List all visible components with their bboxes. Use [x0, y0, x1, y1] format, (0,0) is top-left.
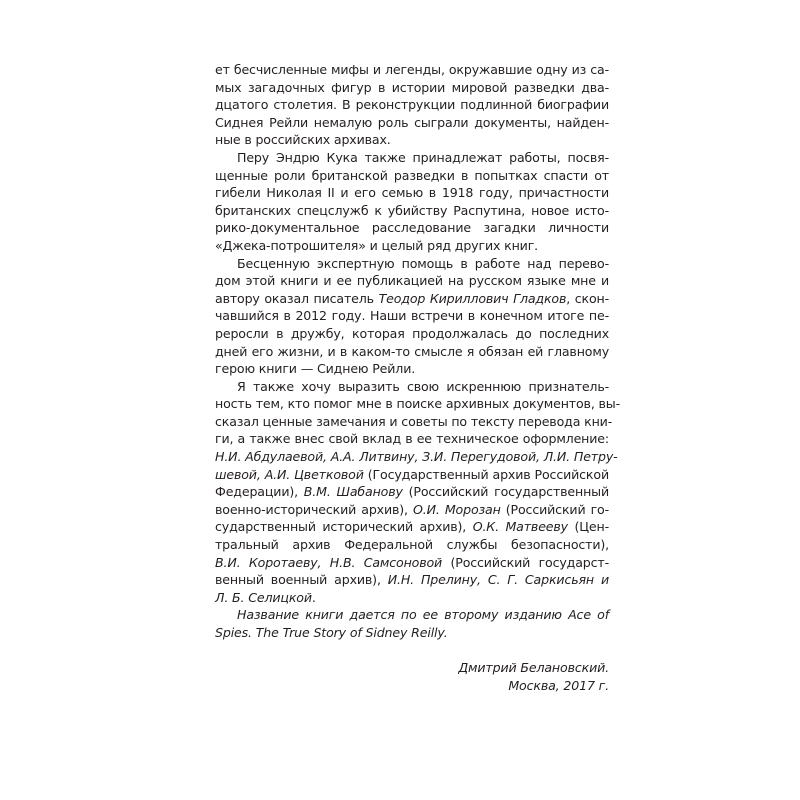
line-text: дцатого столетия. В реконструкции подлинной биографии [215, 97, 609, 113]
text-line [215, 624, 609, 642]
text-line [215, 149, 609, 167]
line-text: (Российский го- [500, 501, 609, 517]
text-line [215, 518, 609, 536]
text-line [215, 255, 609, 273]
line-text: ность тем, кто помог мне в поиске архивных документов, вы- [215, 396, 620, 412]
line-text: герою книги — Сиднею Рейли. [215, 361, 416, 377]
signature-place-date: Москва, 2017 г. [508, 677, 609, 693]
text-line [215, 184, 609, 202]
text-line [215, 325, 609, 343]
page-text [215, 61, 620, 694]
text-line [215, 448, 618, 466]
text-line [215, 430, 609, 448]
line-text: автору оказал писатель [215, 290, 379, 306]
italic-text: Н.И. Абдулаевой, А.А. Литвину, З.И. Перегудовой, Л.И. Петру- [215, 449, 618, 465]
text-line [215, 272, 609, 290]
text-line [215, 554, 609, 572]
text-line [215, 466, 609, 484]
line-text: Бесценную экспертную помощь в работе над перево- [237, 255, 609, 271]
italic-text: Л. Б. Селицкой [215, 589, 312, 605]
text-line [215, 343, 609, 361]
line-text: , скон- [566, 290, 609, 306]
italic-text: О.И. Морозан [413, 501, 501, 517]
text-line [215, 202, 609, 220]
text-line [215, 395, 620, 413]
line-text: военно-исторический архив), [215, 501, 413, 517]
text-line [215, 501, 609, 519]
line-text: (Российский государственный [402, 484, 609, 500]
line-text: дней его жизни, и в каком-то смысле я обязан ей главному [215, 343, 609, 359]
text-line [215, 79, 609, 97]
text-line [215, 483, 609, 501]
line-text: мых загадочных фигур в истории мировой разведки два- [215, 79, 609, 95]
line-text: рико-документальное расследование загадки личности [215, 220, 609, 236]
italic-text: В.И. Коротаеву, Н.В. Самсоновой [215, 554, 443, 570]
text-line [215, 307, 609, 325]
text-line [215, 536, 609, 554]
line-text: Перу Эндрю Кука также принадлежат работы, посвя- [237, 149, 609, 165]
text-line [215, 131, 609, 149]
italic-text: Теодор Кириллович Гладков [378, 290, 567, 306]
text-line [215, 378, 609, 396]
line-text: (Государственный архив Российской [363, 466, 609, 482]
text-line [215, 413, 613, 431]
italic-text: И.Н. Прелину, С. Г. Саркисьян и [387, 572, 609, 588]
line-text: «Джека-потрошителя» и целый ряд других книг. [215, 237, 539, 253]
line-text: (Российский государст- [442, 554, 609, 570]
line-text: ет бесчисленные мифы и легенды, окружавшие одну из са- [215, 62, 609, 77]
line-text: венный военный архив), [215, 572, 388, 588]
text-line [215, 114, 609, 132]
text-line [215, 606, 609, 624]
line-text: ные в российских архивах. [215, 132, 391, 148]
signature-name: Дмитрий Белановский. [458, 660, 609, 676]
text-line [215, 219, 609, 237]
text-line [215, 167, 609, 185]
text-line [215, 237, 609, 255]
line-text: британских спецслужб к убийству Распутина, новое исто- [215, 202, 609, 218]
text-line [215, 96, 609, 114]
line-text: реросли в дружбу, которая продолжалась до последних [215, 325, 609, 341]
line-text: сказал ценные замечания и советы по тексту перевода кни- [215, 413, 613, 429]
line-text: (Цен- [567, 519, 609, 535]
line-text: ги, а также внес свой вклад в ее техническое оформление: [215, 431, 609, 447]
italic-text: В.М. Шабанову [303, 484, 403, 500]
line-text: щенные роли британской разведки в попытках спасти от [215, 167, 609, 183]
italic-text: Название книги дается по ее второму изданию Ace of [237, 607, 609, 623]
line-text: Федерации), [215, 484, 304, 500]
line-text: дом этой книги и ее публикацией на русском языке мне и [215, 273, 609, 289]
line-text: Я также хочу выразить свою искреннюю признатель- [237, 378, 609, 394]
line-text: сударственный исторический архив), [215, 519, 473, 535]
text-line [215, 571, 609, 589]
line-text: гибели Николая II и его семью в 1918 году, причастности [215, 185, 609, 201]
italic-text: Spies. The True Story of Sidney Reilly. [215, 625, 448, 640]
italic-text: О.К. Матвееву [472, 519, 568, 535]
italic-text: шевой, А.И. Цветковой [215, 466, 364, 482]
text-line [215, 290, 609, 308]
line-text: чавшийся в 2012 году. Наши встречи в конечном итоге пе- [215, 308, 609, 324]
line-text: . [311, 589, 316, 605]
text-line [215, 61, 609, 79]
line-text: тральный архив Федеральной службы безопасности), [215, 537, 609, 553]
text-line [215, 360, 609, 378]
text-line [215, 589, 609, 607]
signature-spacer [215, 642, 609, 660]
line-text: Сиднея Рейли немалую роль сыграли документы, найден- [215, 114, 609, 130]
text-lines [215, 61, 620, 642]
